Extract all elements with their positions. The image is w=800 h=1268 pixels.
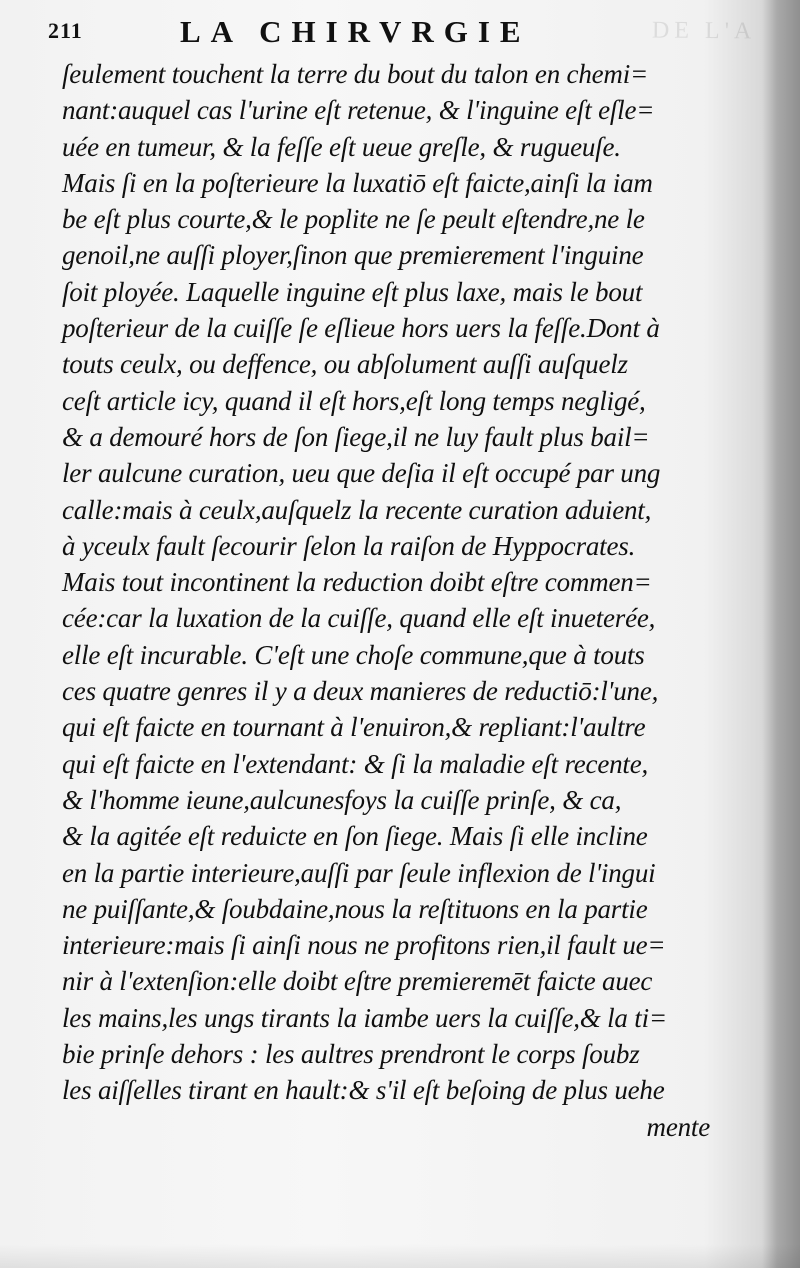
text-line: interieure:mais ſi ainſi nous ne profitons rien,il fault ue= <box>62 930 666 961</box>
text-line: be eſt plus courte,& le poplite ne ſe peult eſtendre,ne le <box>62 204 645 235</box>
catchword: mente <box>646 1111 710 1142</box>
text-line: à yceulx fault ſecourir ſelon la raiſon de Hyppocrates. <box>62 530 636 561</box>
text-line: poſterieur de la cuiſſe ſe eſlieue hors uers la feſſe.Dont à <box>62 313 660 344</box>
text-line: les aiſſelles tirant en hault:& s'il eſt beſoing de plus uehe <box>62 1075 665 1106</box>
page-number: 211 <box>48 18 83 43</box>
page-header <box>48 14 608 54</box>
text-line: bie prinſe dehors : les aultres prendront le corps ſoubz <box>62 1039 640 1070</box>
text-line: Mais tout incontinent la reduction doibt eſtre commen= <box>62 567 652 598</box>
text-line: ces quatre genres il y a deux manieres de reductiō:l'une, <box>62 676 659 707</box>
text-line: touts ceulx, ou deffence, ou abſolument auſſi auſquelz <box>62 349 628 380</box>
text-line: & a demouré hors de ſon ſiege,il ne luy fault plus bail= <box>62 421 650 452</box>
text-line: nir à l'extenſion:elle doibt eſtre premieremēt faicte auec <box>62 966 653 997</box>
text-line: cée:car la luxation de la cuiſſe, quand elle eſt inueterée, <box>62 603 656 634</box>
text-line: & la agitée eſt reduicte en ſon ſiege. Mais ſi elle incline <box>62 821 648 852</box>
text-line: ceſt article icy, quand il eſt hors,eſt long temps negligé, <box>62 385 646 416</box>
text-line: ler aulcune curation, ueu que deſia il eſt occupé par ung <box>62 458 661 489</box>
text-line: elle eſt incurable. C'eſt une choſe commune,que à touts <box>62 639 645 670</box>
text-line: ſeulement touchent la terre du bout du talon en chemi= <box>62 59 649 89</box>
text-line: ne puiſſante,& ſoubdaine,nous la reſtituons en la partie <box>62 893 648 924</box>
text-line: nant:auquel cas l'urine eſt retenue, & l'inguine eſt eſle= <box>62 95 655 126</box>
text-line: Mais ſi en la poſterieure la luxatiō eſt faicte,ainſi la iam <box>62 167 653 198</box>
bleed-through-text: DE L'A <box>651 17 757 45</box>
body-text <box>62 56 720 1145</box>
text-line: calle:mais à ceulx,auſquelz la recente curation aduient, <box>62 494 652 525</box>
text-line: & l'homme ieune,aulcunesfoys la cuiſſe prinſe, & ca, <box>62 784 622 815</box>
text-line: genoil,ne auſſi ployer,ſinon que premierement l'inguine <box>62 240 644 271</box>
text-line: qui eſt faicte en tournant à l'enuiron,& repliant:l'aultre <box>62 712 646 743</box>
running-title: LA CHIRVRGIE <box>180 14 531 49</box>
text-line: les mains,les ungs tirants la iambe uers la cuiſſe,& la ti= <box>62 1002 667 1033</box>
text-line: uée en tumeur, & la feſſe eſt ueue greſle, & rugueuſe. <box>62 131 621 162</box>
text-line: qui eſt faicte en l'extendant: & ſi la maladie eſt recente, <box>62 748 649 779</box>
text-line: ſoit ployée. Laquelle inguine eſt plus laxe, mais le bout <box>62 276 643 307</box>
text-line: en la partie interieure,auſſi par ſeule inflexion de l'ingui <box>62 857 656 888</box>
